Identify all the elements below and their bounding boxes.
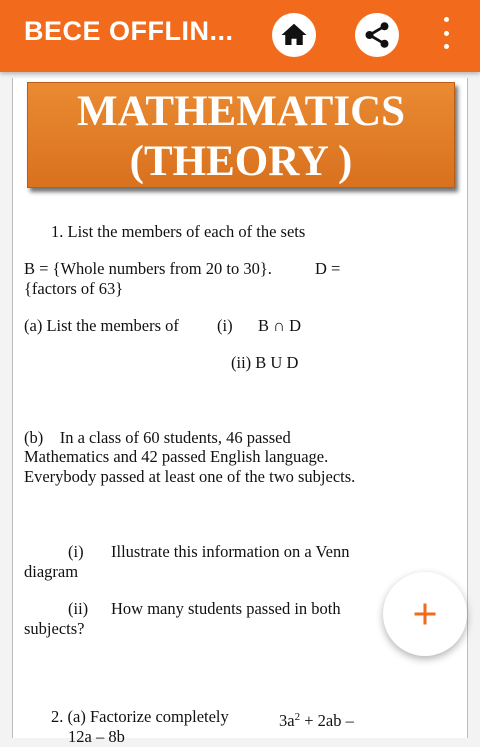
- app-bar: [0, 0, 480, 72]
- banner-title-line1: MATHEMATICS: [76, 88, 406, 135]
- set-d-label: D =: [315, 259, 341, 278]
- question-1: 1. List the members of each of the sets: [51, 222, 306, 241]
- app-title: BECE OFFLIN...: [24, 16, 234, 46]
- add-fab-button[interactable]: [383, 572, 467, 656]
- question-2-continuation: 12a – 8b: [68, 727, 125, 746]
- home-button[interactable]: [272, 13, 316, 57]
- home-icon: [279, 20, 309, 50]
- part-b-line-1: (b) In a class of 60 students, 46 passed: [24, 428, 291, 447]
- part-a-ii-expression: (ii) B U D: [231, 353, 299, 372]
- part-b-i-continuation: diagram: [24, 562, 79, 581]
- subject-banner: [27, 82, 455, 188]
- part-b-i-number: (i): [68, 542, 84, 561]
- overflow-menu-button[interactable]: [436, 17, 456, 49]
- part-a-i-expression: B ∩ D: [258, 316, 302, 335]
- question-2-expression: $3a^2 + 2ab$ –: [279, 711, 354, 730]
- part-b-line-3: Everybody passed at least one of the two subjects.: [24, 467, 356, 486]
- part-a-label: (a) List the members of: [24, 316, 179, 335]
- banner-title-line2: (THEORY ): [129, 138, 353, 185]
- part-b-line-2: Mathematics and 42 passed English language.: [24, 447, 329, 466]
- set-b-definition: B = {Whole numbers from 20 to 30}.: [24, 259, 272, 278]
- part-b-ii-number: (ii): [68, 599, 89, 618]
- part-b-i-text: Illustrate this information on a Venn: [111, 542, 350, 561]
- set-d-definition: {factors of 63}: [24, 279, 124, 298]
- part-a-i-number: (i): [217, 316, 233, 335]
- question-2: 2. (a) Factorize completely: [51, 707, 229, 726]
- part-b-ii-text: How many students passed in both: [111, 599, 341, 618]
- more-vert-icon: [444, 17, 449, 22]
- part-b-ii-continuation: subjects?: [24, 619, 85, 638]
- share-icon: [362, 20, 392, 50]
- share-button[interactable]: [355, 13, 399, 57]
- plus-icon: [411, 600, 439, 628]
